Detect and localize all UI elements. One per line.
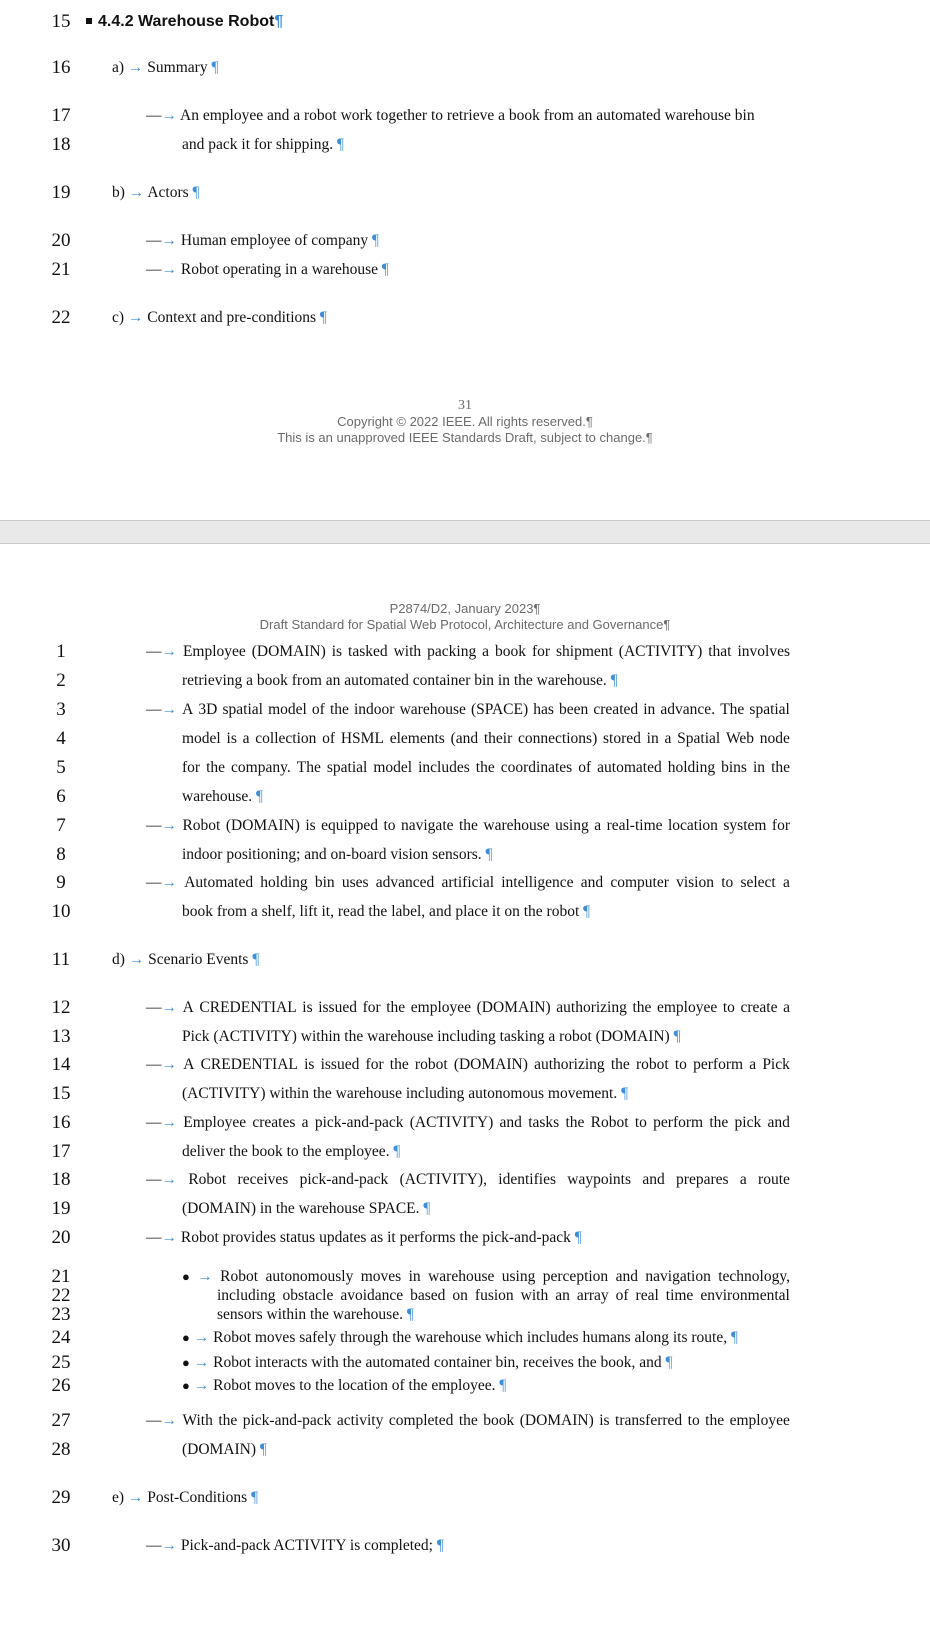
line-text[interactable]: sensors within the warehouse. ¶ (217, 1306, 414, 1323)
line-number: 20 (51, 230, 71, 251)
line-text[interactable]: including obstacle avoidance based on fusion with an array of real time environmental (217, 1287, 790, 1304)
text-line[interactable] (0, 996, 930, 1020)
line-text[interactable]: ● → Robot moves safely through the warehouse which includes humans along its route, ¶ (182, 1329, 738, 1346)
line-number: 15 (51, 1083, 71, 1104)
line-number: 22 (51, 307, 71, 328)
text-line[interactable] (0, 56, 930, 80)
line-text[interactable]: —→ A 3D spatial model of the indoor warehouse (SPACE) has been created in advance. The spatial (146, 701, 790, 718)
line-number: 15 (51, 11, 71, 32)
draft-notice: This is an unapproved IEEE Standards Draft, subject to change.¶ (277, 430, 653, 445)
text-line[interactable] (0, 306, 930, 330)
line-text[interactable]: —→ Robot receives pick-and-pack (ACTIVITY), identifies waypoints and prepares a route (146, 1171, 790, 1188)
standard-title: Draft Standard for Spatial Web Protocol, Architecture and Governance¶ (259, 617, 671, 632)
line-number: 23 (51, 1304, 71, 1325)
line-number: 6 (56, 786, 66, 807)
line-text[interactable]: book from a shelf, lift it, read the label, and place it on the robot ¶ (182, 903, 591, 920)
line-number: 19 (51, 1198, 71, 1219)
line-number: 26 (51, 1375, 71, 1396)
text-line[interactable] (0, 104, 930, 128)
line-text[interactable]: (ACTIVITY) within the warehouse including autonomous movement. ¶ (182, 1085, 629, 1102)
text-line[interactable] (0, 814, 930, 838)
line-number: 20 (51, 1227, 71, 1248)
page-footer (0, 398, 930, 446)
line-text[interactable]: ● → Robot autonomously moves in warehouse using perception and navigation technology, (182, 1268, 790, 1285)
text-line[interactable] (0, 1328, 930, 1347)
text-line[interactable] (0, 1486, 930, 1510)
text-line[interactable] (0, 1353, 930, 1372)
line-number: 30 (51, 1535, 71, 1556)
line-text[interactable]: a) → Summary ¶ (112, 59, 219, 76)
line-number: 8 (56, 844, 66, 865)
line-text[interactable]: and pack it for shipping. ¶ (182, 136, 345, 153)
line-number: 17 (51, 105, 71, 126)
line-text[interactable]: Pick (ACTIVITY) within the warehouse including tasking a robot (DOMAIN) ¶ (182, 1028, 681, 1045)
page-header (0, 601, 930, 633)
line-number: 28 (51, 1439, 71, 1460)
line-text[interactable]: warehouse. ¶ (182, 788, 264, 805)
line-number: 14 (51, 1054, 71, 1075)
text-line[interactable] (0, 948, 930, 972)
line-text[interactable]: —→ A CREDENTIAL is issued for the employee (DOMAIN) authorizing the employee to create a (146, 999, 790, 1016)
line-text[interactable]: b) → Actors ¶ (112, 184, 200, 201)
line-number: 13 (51, 1026, 71, 1047)
text-line[interactable] (0, 1197, 930, 1221)
line-number: 19 (51, 182, 71, 203)
page-number: 31 (458, 398, 472, 413)
line-text[interactable]: for the company. The spatial model includes the coordinates of automated holding bins in the (182, 759, 790, 776)
line-text[interactable]: indoor positioning; and on-board vision sensors. ¶ (182, 846, 493, 863)
line-number: 11 (51, 949, 71, 970)
line-text[interactable]: —→ With the pick-and-pack activity completed the book (DOMAIN) is transferred to the employee (146, 1412, 790, 1429)
pilcrow-icon: ¶ (274, 13, 284, 30)
line-text[interactable]: (DOMAIN) in the warehouse SPACE. ¶ (182, 1200, 431, 1217)
text-line[interactable] (0, 843, 930, 867)
text-line[interactable] (0, 1140, 930, 1164)
text-line[interactable] (0, 1025, 930, 1049)
line-text[interactable]: —→ Human employee of company ¶ (146, 232, 380, 249)
text-line[interactable] (0, 698, 930, 722)
line-text[interactable]: c) → Context and pre-conditions ¶ (112, 309, 327, 326)
text-line[interactable] (0, 1376, 930, 1395)
line-number: 9 (56, 872, 66, 893)
line-text[interactable]: —→ Employee creates a pick-and-pack (ACTIVITY) and tasks the Robot to perform the pick and (146, 1114, 790, 1131)
line-text[interactable]: —→ Robot (DOMAIN) is equipped to navigate the warehouse using a real-time location system for (146, 817, 790, 834)
text-line[interactable] (0, 1305, 930, 1324)
text-line[interactable] (0, 669, 930, 693)
line-number: 5 (56, 757, 66, 778)
draft-designation: P2874/D2, January 2023¶ (389, 601, 541, 616)
text-line[interactable] (0, 871, 930, 895)
line-number: 24 (51, 1327, 71, 1348)
line-number: 21 (51, 1266, 71, 1287)
text-line[interactable] (0, 1111, 930, 1135)
text-line[interactable] (0, 1168, 930, 1192)
text-line[interactable] (0, 1053, 930, 1077)
line-text[interactable]: deliver the book to the employee. ¶ (182, 1143, 401, 1160)
text-line[interactable] (0, 640, 930, 664)
line-number: 27 (51, 1410, 71, 1431)
line-number: 29 (51, 1487, 71, 1508)
text-line[interactable] (0, 727, 930, 751)
line-number: 12 (51, 997, 71, 1018)
text-line[interactable] (0, 1082, 930, 1106)
line-number: 18 (51, 134, 71, 155)
line-text[interactable]: d) → Scenario Events ¶ (112, 951, 260, 968)
line-number: 3 (56, 699, 66, 720)
line-text[interactable]: retrieving a book from an automated container bin in the warehouse. ¶ (182, 672, 618, 689)
line-text[interactable]: (DOMAIN) ¶ (182, 1441, 267, 1458)
line-number: 21 (51, 259, 71, 280)
text-line[interactable] (0, 1267, 930, 1286)
text-line[interactable] (0, 181, 930, 205)
line-number: 7 (56, 815, 66, 836)
text-line[interactable] (0, 133, 930, 157)
line-number: 1 (56, 641, 66, 662)
text-line[interactable] (0, 900, 930, 924)
line-text[interactable]: —→ Robot operating in a warehouse ¶ (146, 261, 389, 278)
line-number: 10 (51, 901, 71, 922)
heading-line[interactable] (0, 10, 930, 34)
text-line[interactable] (0, 1286, 930, 1305)
line-text[interactable]: —→ Robot provides status updates as it performs the pick-and-pack ¶ (146, 1229, 582, 1246)
line-number: 16 (51, 1112, 71, 1133)
text-line[interactable] (0, 1438, 930, 1462)
line-text[interactable]: model is a collection of HSML elements (and their connections) stored in a Spatial Web node (182, 730, 790, 747)
line-number: 4 (56, 728, 66, 749)
copyright-notice: Copyright © 2022 IEEE. All rights reserved.¶ (337, 414, 593, 429)
line-number: 18 (51, 1169, 71, 1190)
line-text[interactable]: —→ A CREDENTIAL is issued for the robot (DOMAIN) authorizing the robot to perform a Pick (146, 1056, 790, 1073)
document-page-1 (0, 0, 930, 520)
document-page-2 (0, 544, 930, 1632)
text-line[interactable] (0, 1534, 930, 1558)
line-text[interactable]: —→ Employee (DOMAIN) is tasked with packing a book for shipment (ACTIVITY) that involves (146, 643, 790, 660)
line-number: 16 (51, 57, 71, 78)
line-number: 2 (56, 670, 66, 691)
text-line[interactable] (0, 258, 930, 282)
line-text[interactable]: —→ Automated holding bin uses advanced artificial intelligence and computer vision to select a (146, 874, 790, 891)
line-text[interactable]: ● → Robot interacts with the automated container bin, receives the book, and ¶ (182, 1354, 673, 1371)
line-number: 17 (51, 1141, 71, 1162)
line-number: 25 (51, 1352, 71, 1373)
text-line[interactable] (0, 229, 930, 253)
line-text[interactable]: e) → Post-Conditions ¶ (112, 1489, 259, 1506)
line-text[interactable]: ● → Robot moves to the location of the employee. ¶ (182, 1377, 507, 1394)
text-line[interactable] (0, 756, 930, 780)
text-line[interactable] (0, 1226, 930, 1250)
text-line[interactable] (0, 1409, 930, 1433)
line-text[interactable]: —→ An employee and a robot work together to retrieve a book from an automated warehouse bin (146, 107, 755, 124)
paragraph-mark-icon (86, 18, 92, 24)
section-heading[interactable]: 4.4.2 Warehouse Robot¶ (86, 10, 283, 34)
text-line[interactable] (0, 785, 930, 809)
line-text[interactable]: —→ Pick-and-pack ACTIVITY is completed; ¶ (146, 1537, 444, 1554)
line-number: 22 (51, 1285, 71, 1306)
page-break-gap (0, 520, 930, 544)
